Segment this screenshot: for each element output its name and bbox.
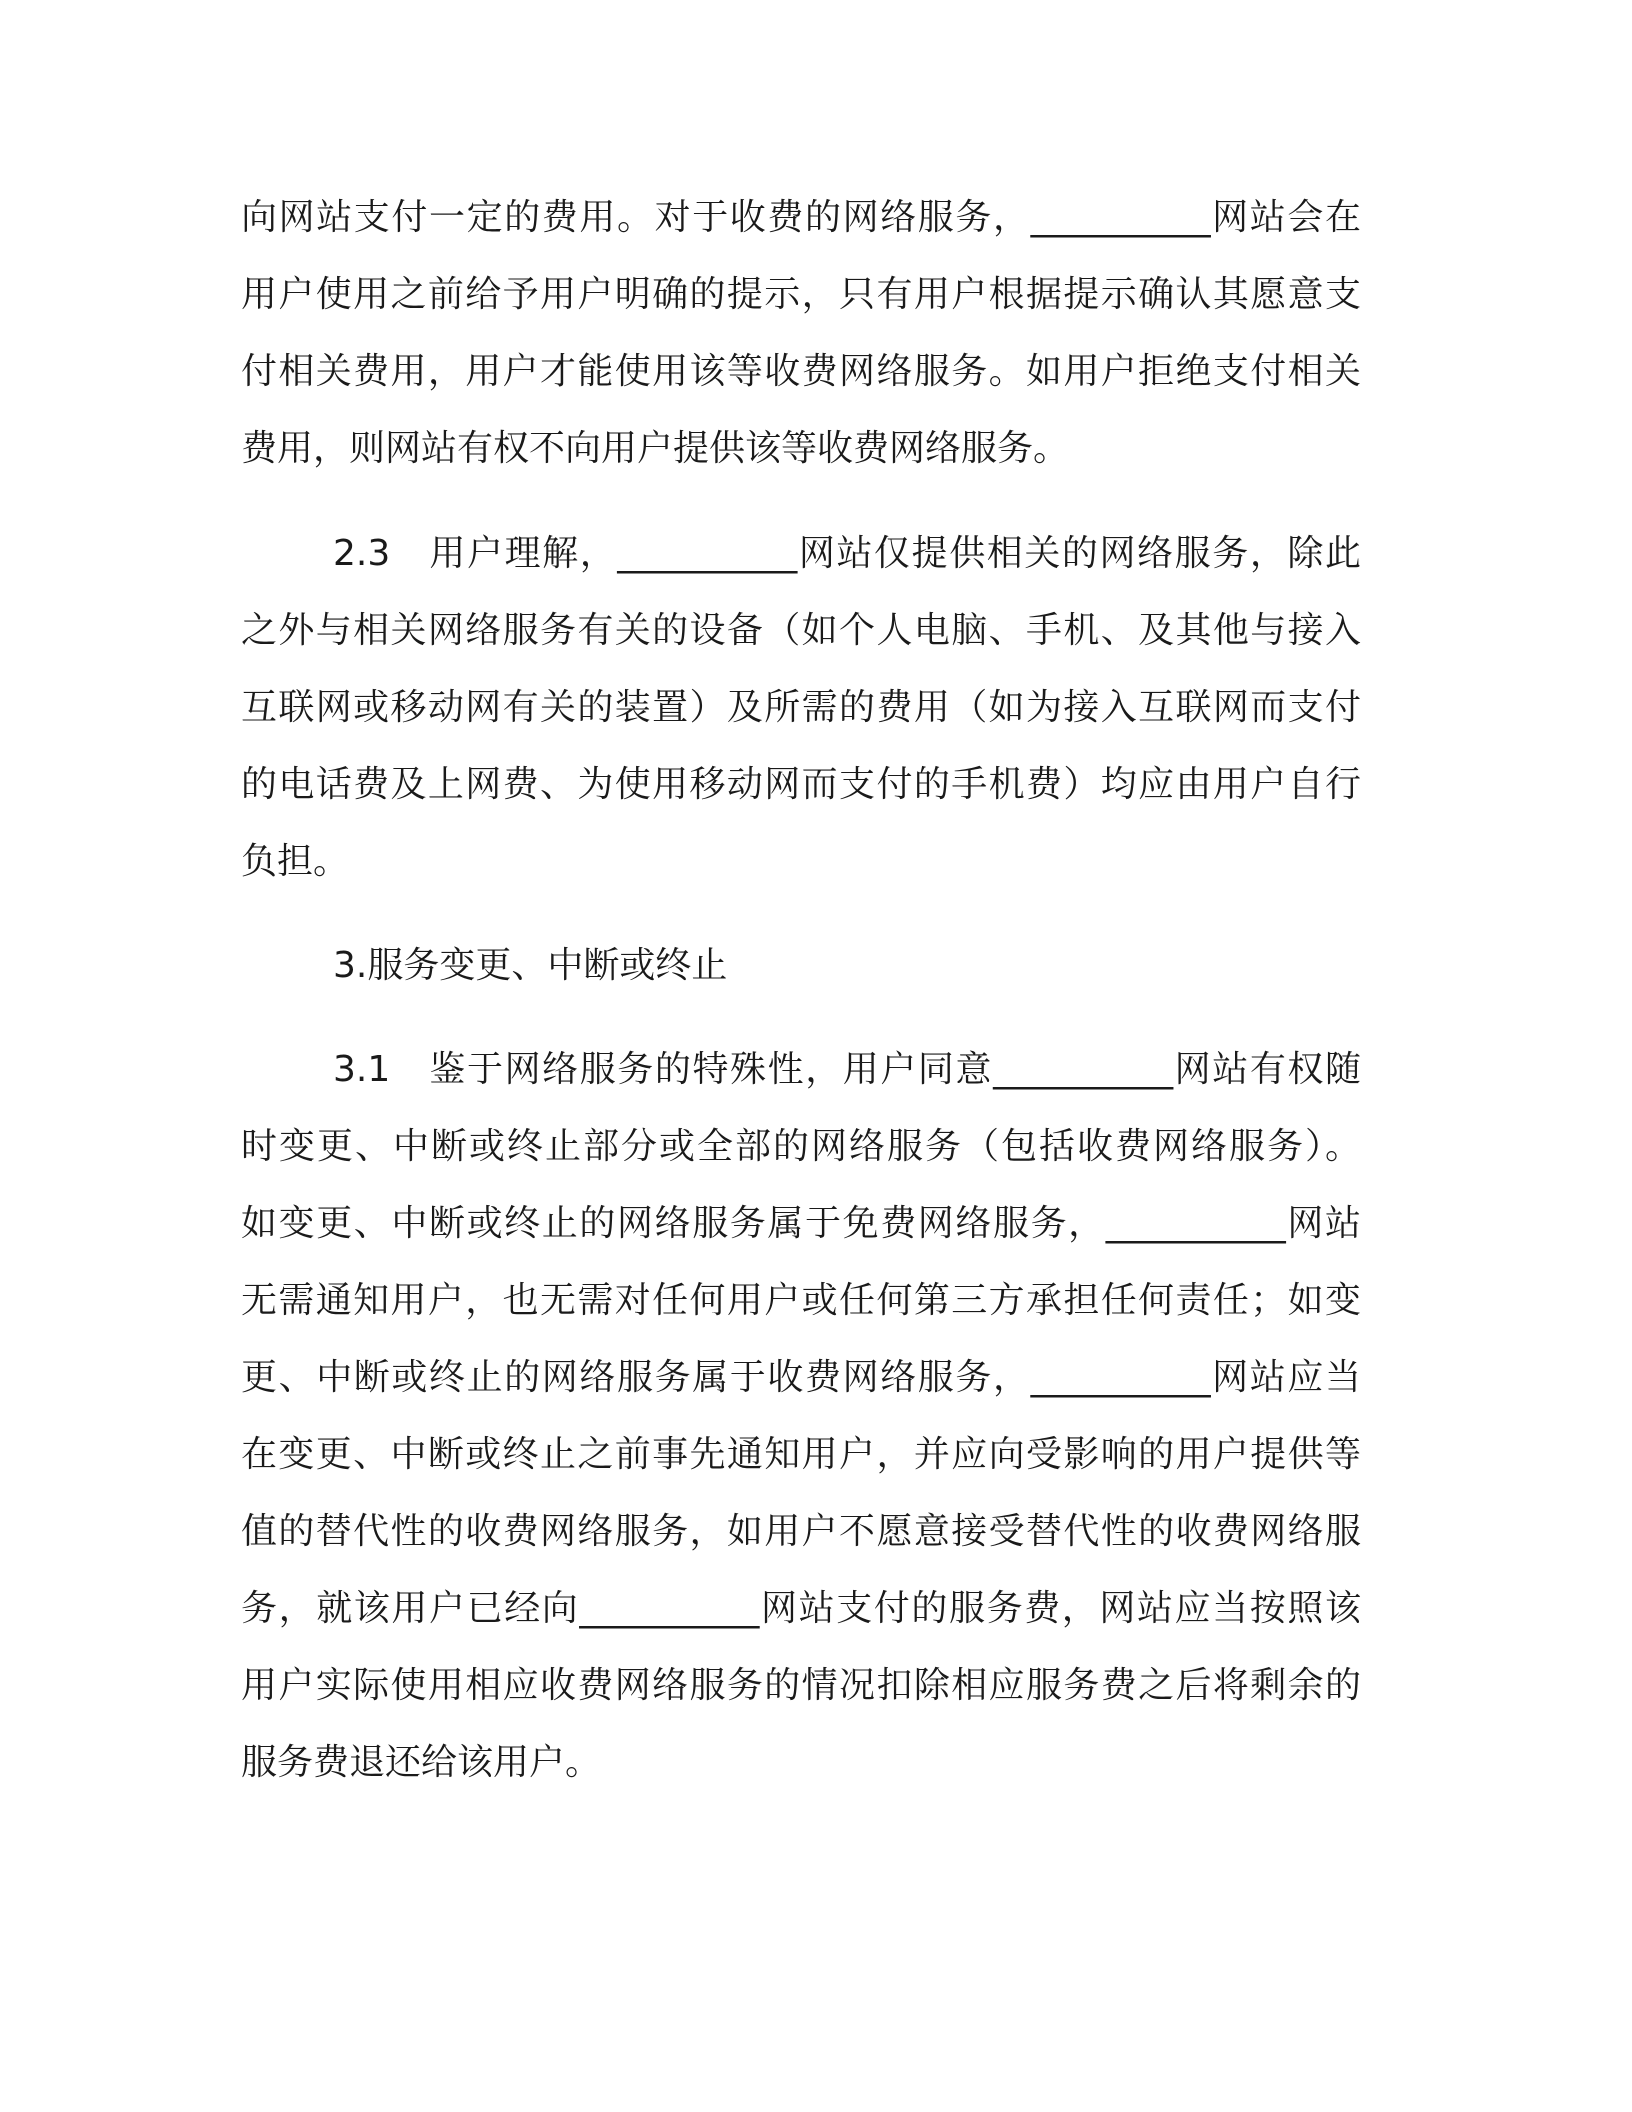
paragraph-line: 更、中断或终止的网络服务属于收费网络服务，__________网站应当 bbox=[241, 1357, 1361, 1398]
paragraph-line: 之外与相关网络服务有关的设备（如个人电脑、手机、及其他与接入 bbox=[241, 610, 1361, 651]
paragraph-line: 用户实际使用相应收费网络服务的情况扣除相应服务费之后将剩余的 bbox=[241, 1665, 1361, 1706]
paragraph-line: 的电话费及上网费、为使用移动网而支付的手机费）均应由用户自行 bbox=[241, 764, 1361, 805]
clause-2-3-line: 2.3 用户理解，__________网站仅提供相关的网络服务，除此 bbox=[333, 533, 1361, 574]
paragraph-line: 无需通知用户，也无需对任何用户或任何第三方承担任何责任；如变 bbox=[241, 1280, 1361, 1321]
paragraph-line: 务，就该用户已经向__________网站支付的服务费，网站应当按照该 bbox=[241, 1588, 1361, 1629]
section-heading: 3.服务变更、中断或终止 bbox=[333, 945, 728, 986]
paragraph-line: 向网站支付一定的费用。对于收费的网络服务，__________网站会在 bbox=[241, 197, 1361, 238]
paragraph-line: 值的替代性的收费网络服务，如用户不愿意接受替代性的收费网络服 bbox=[241, 1511, 1361, 1552]
paragraph-line: 费用，则网站有权不向用户提供该等收费网络服务。 bbox=[241, 428, 1070, 469]
paragraph-line: 服务费退还给该用户。 bbox=[241, 1742, 602, 1783]
clause-3-1-line: 3.1 鉴于网络服务的特殊性，用户同意__________网站有权随 bbox=[333, 1049, 1361, 1090]
paragraph-line: 互联网或移动网有关的装置）及所需的费用（如为接入互联网而支付 bbox=[241, 687, 1361, 728]
paragraph-line: 时变更、中断或终止部分或全部的网络服务（包括收费网络服务）。 bbox=[241, 1126, 1361, 1167]
paragraph-line: 付相关费用，用户才能使用该等收费网络服务。如用户拒绝支付相关 bbox=[241, 351, 1361, 392]
paragraph-line: 如变更、中断或终止的网络服务属于免费网络服务，__________网站 bbox=[241, 1203, 1361, 1244]
paragraph-line: 在变更、中断或终止之前事先通知用户，并应向受影响的用户提供等 bbox=[241, 1434, 1361, 1475]
paragraph-line: 负担。 bbox=[241, 841, 350, 882]
paragraph-line: 用户使用之前给予用户明确的提示，只有用户根据提示确认其愿意支 bbox=[241, 274, 1361, 315]
